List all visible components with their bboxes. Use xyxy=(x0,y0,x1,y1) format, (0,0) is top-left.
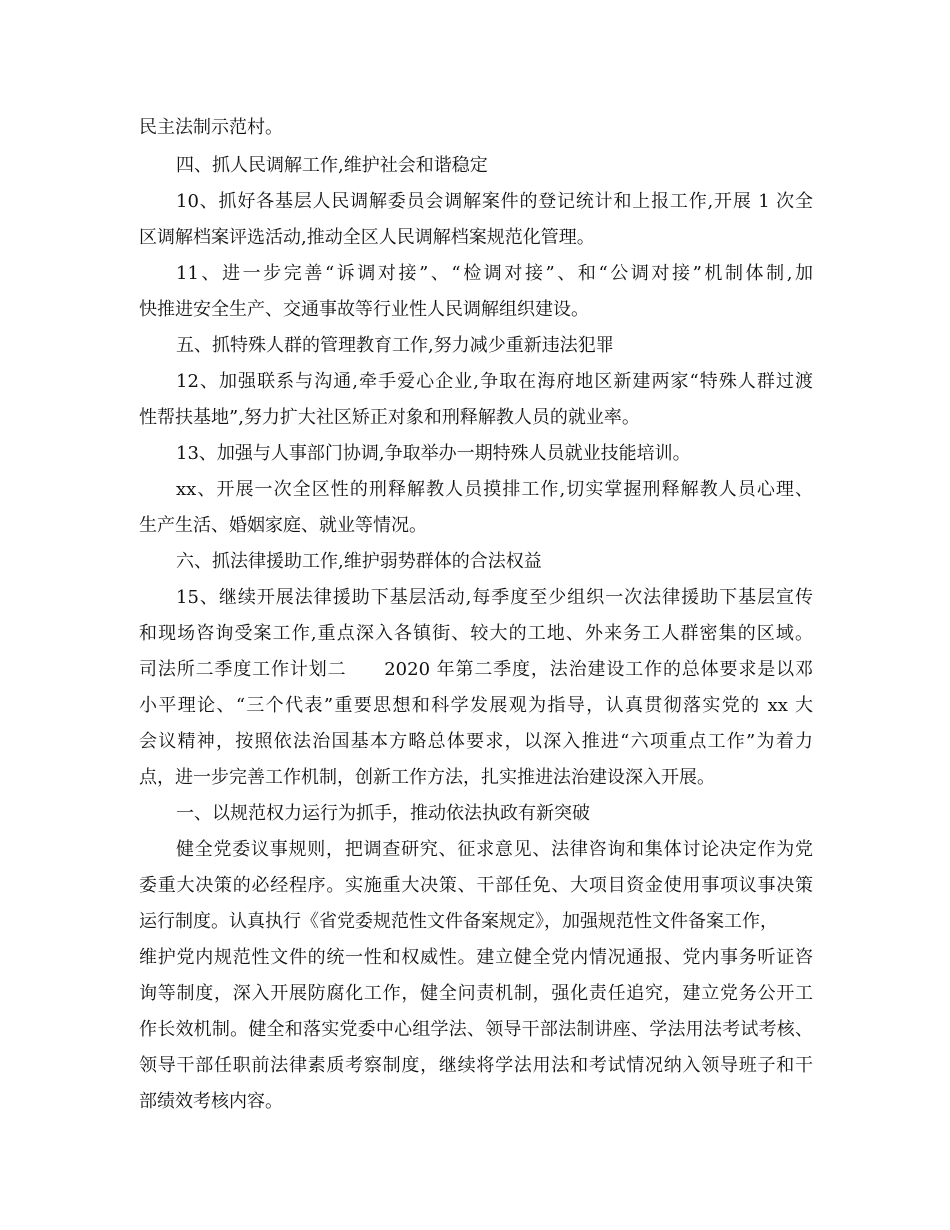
section-heading: 一、以规范权力运行为抓手，推动依法执政有新突破 xyxy=(176,803,590,824)
text-line: 司法所二季度工作计划二 2020 年第二季度，法治建设工作的总体要求是以邓 xyxy=(139,659,813,680)
text-line: 13、加强与人事部门协调,争取举办一期特殊人员就业技能培训。 xyxy=(176,443,691,464)
text-line: 作长效机制。健全和落实党委中心组学法、领导干部法制讲座、学法用法考试考核、 xyxy=(139,1019,813,1040)
text-line: 小平理论、“三个代表”重要思想和科学发展观为指导，认真贯彻落实党的 xx 大 xyxy=(139,695,813,716)
text-line: 会议精神，按照依法治国基本方略总体要求，以深入推进“六项重点工作”为着力 xyxy=(139,731,813,752)
text-line: 部绩效考核内容。 xyxy=(139,1091,283,1112)
text-line: 和现场咨询受案工作,重点深入各镇街、较大的工地、外来务工人群密集的区域。 xyxy=(139,623,813,644)
text-line: 点，进一步完善工作机制，创新工作方法，扎实推进法治建设深入开展。 xyxy=(139,767,715,788)
section-heading: 六、抓法律援助工作,维护弱势群体的合法权益 xyxy=(176,551,542,572)
text-line: 12、加强联系与沟通,牵手爱心企业,争取在海府地区新建两家“特殊人群过渡 xyxy=(176,371,813,392)
text-line: 领导干部任职前法律素质考察制度，继续将学法用法和考试情况纳入领导班子和干 xyxy=(139,1055,813,1076)
text-line: 维护党内规范性文件的统一性和权威性。建立健全党内情况通报、党内事务听证咨 xyxy=(139,947,813,968)
text-line: 快推进安全生产、交通事故等行业性人民调解组织建设。 xyxy=(139,299,589,320)
text-line: 区调解档案评选活动,推动全区人民调解档案规范化管理。 xyxy=(139,227,595,248)
text-line: 生产生活、婚姻家庭、就业等情况。 xyxy=(139,515,427,536)
text-line: 健全党委议事规则，把调查研究、征求意见、法律咨询和集体讨论决定作为党 xyxy=(176,839,813,860)
text-line: 运行制度。认真执行《省党委规范性文件备案规定》，加强规范性文件备案工作， xyxy=(139,911,778,932)
text-line: 询等制度，深入开展防腐化工作，健全问责机制，强化责任追究，建立党务公开工 xyxy=(139,983,813,1004)
text-line: 性帮扶基地”,努力扩大社区矫正对象和刑释解教人员的就业率。 xyxy=(139,407,640,428)
text-line: 15、继续开展法律援助下基层活动,每季度至少组织一次法律援助下基层宣传 xyxy=(176,587,813,608)
text-line: 10、抓好各基层人民调解委员会调解案件的登记统计和上报工作,开展 1 次全 xyxy=(176,191,813,212)
text-line: 民主法制示范村。 xyxy=(139,117,283,138)
text-line: 11、进一步完善“诉调对接”、“检调对接”、和“公调对接”机制体制,加 xyxy=(176,263,813,284)
section-heading: 五、抓特殊人群的管理教育工作,努力减少重新违法犯罪 xyxy=(176,335,614,356)
text-line: 委重大决策的必经程序。实施重大决策、干部任免、大项目资金使用事项议事决策 xyxy=(139,875,813,896)
text-line: xx、开展一次全区性的刑释解教人员摸排工作,切实掌握刑释解教人员心理、 xyxy=(176,479,813,500)
section-heading: 四、抓人民调解工作,维护社会和谐稳定 xyxy=(176,155,488,176)
